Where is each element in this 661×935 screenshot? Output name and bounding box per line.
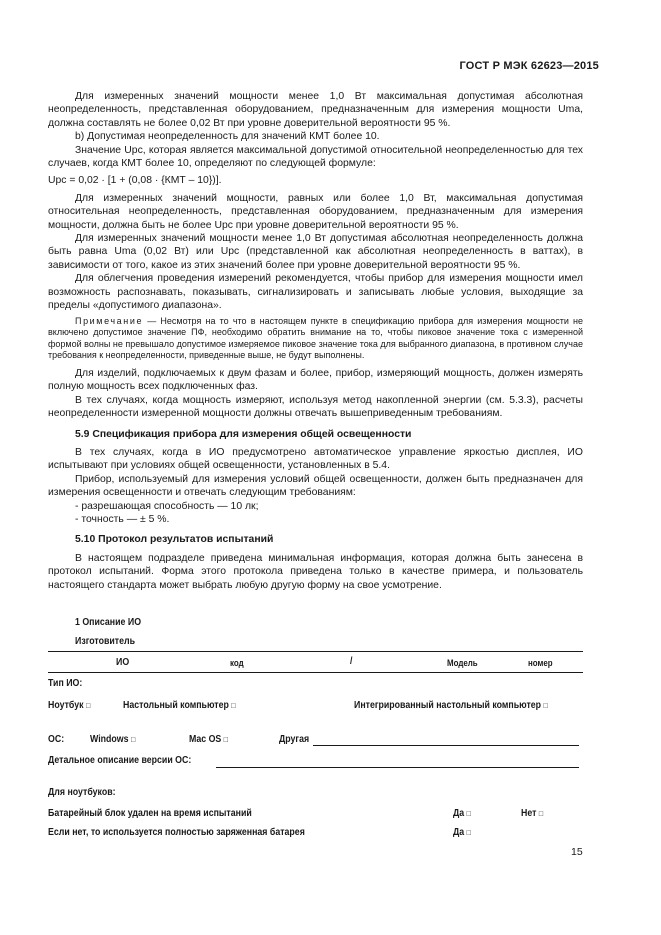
battery-removed-yes[interactable]: Да □ bbox=[453, 808, 471, 819]
paragraph: Для измеренных значений мощности, равных или более 1,0 Вт, максимальная допустимая относительная неопределенность, представленная оборудованием, предназначенным для измерения мощности, должна быть не более Upc при уровне доверительной вероятности 95 %. bbox=[48, 192, 583, 231]
manufacturer-label: Изготовитель bbox=[75, 636, 136, 647]
form-rule bbox=[48, 672, 583, 673]
col-number: номер bbox=[528, 658, 553, 668]
paragraph: b) Допустимая неопределенность для значений КМТ более 10. bbox=[75, 131, 380, 143]
desktop-option[interactable]: Настольный компьютер □ bbox=[123, 700, 236, 711]
type-label: Тип ИО: bbox=[48, 678, 83, 689]
paragraph: Для измеренных значений мощности менее 1,0 Вт допустимая абсолютная неопределенность должна быть равна Uma (0,02 Вт) или Upc (представленной как абсолютная неопределенность в ваттах), в зависимости от того, какое из этих значений более при уровне доверительной вероятности 95 %. bbox=[48, 233, 583, 271]
other-os-field[interactable] bbox=[313, 745, 579, 746]
os-detail-field[interactable] bbox=[216, 767, 579, 768]
form-rule bbox=[48, 651, 583, 652]
checkbox-icon[interactable]: □ bbox=[223, 735, 228, 744]
paragraph: Для изделий, подключаемых к двум фазам и более, прибор, измеряющий мощность, должен измерять полную мощность всех подключенных фаз. bbox=[48, 367, 583, 393]
form-section-title: 1 Описание ИО bbox=[75, 617, 142, 628]
checkbox-icon[interactable]: □ bbox=[538, 809, 544, 818]
battery-removed-label: Батарейный блок удален на время испытаний bbox=[48, 808, 252, 819]
note-label: Примечание bbox=[75, 315, 144, 326]
section-heading: 5.10 Протокол результатов испытаний bbox=[75, 534, 274, 546]
note-text: — Несмотря на то что в настоящем пункте в спецификацию прибора для измерения мощности не включено допустимое значение ПФ, необходимо обратить внимание на то, чтобы пиковое значение тока с измеренной формой волны не превышало допустимое измеряемое пиковое значение тока для выбранного диапазона, в противном случае требования к неопределенности, приведенные выше, не будут выполнены. bbox=[48, 315, 583, 361]
section-heading: 5.9 Спецификация прибора для измерения общей освещенности bbox=[75, 428, 412, 440]
paragraph: В тех случаях, когда в ИО предусмотрено автоматическое управление яркостью дисплея, ИО испытывают при условиях общей освещенности, установленных в 5.4. bbox=[48, 446, 583, 472]
list-item: - разрешающая способность — 10 лк; bbox=[75, 500, 259, 512]
checkbox-icon[interactable]: □ bbox=[85, 701, 91, 710]
col-io: ИО bbox=[116, 657, 130, 668]
paragraph: Прибор, используемый для измерения условий общей освещенности, должен быть предназначен для измерения освещенности и отвечать следующим требованиям: bbox=[48, 473, 583, 499]
checkbox-icon[interactable]: □ bbox=[466, 828, 471, 837]
paragraph: Значение Upc, которая является максимальной допустимой относительной неопределенностью для тех случаев, когда КМТ более 10, определяют по следующей формуле: bbox=[48, 144, 583, 170]
battery-charged-label: Если нет, то используется полностью заряженная батарея bbox=[48, 827, 305, 838]
battery-removed-no[interactable]: Нет □ bbox=[521, 808, 544, 819]
integrated-option[interactable]: Интегрированный настольный компьютер □ bbox=[354, 700, 548, 711]
macos-option[interactable]: Mac OS □ bbox=[189, 734, 228, 745]
col-slash: / bbox=[350, 656, 353, 667]
windows-option[interactable]: Windows □ bbox=[90, 734, 136, 745]
list-item: - точность — ± 5 %. bbox=[75, 513, 170, 525]
checkbox-icon[interactable]: □ bbox=[130, 735, 136, 744]
col-model: Модель bbox=[447, 658, 478, 668]
paragraph: В настоящем подразделе приведена минимальная информация, которая должна быть занесена в протокол испытаний. Форма этого протокола приведена только в качестве примера, и пользователь настоящего стандарта может выбрать любую другую форму на свое усмотрение. bbox=[48, 552, 583, 591]
col-code: код bbox=[230, 658, 244, 668]
document-header: ГОСТ Р МЭК 62623—2015 bbox=[459, 60, 599, 72]
os-detail-label: Детальное описание версии ОС: bbox=[48, 755, 192, 766]
page-number: 15 bbox=[571, 846, 583, 858]
note bbox=[48, 316, 583, 362]
paragraph: В тех случаях, когда мощность измеряют, используя метод накопленной энергии (см. 5.3.3), расчеты неопределенности измеренной мощности должны отвечать вышеприведенным требованиям. bbox=[48, 394, 583, 420]
paragraph: Для облегчения проведения измерений рекомендуется, чтобы прибор для измерения мощности имел возможность распознавать, показывать, сигнализировать и записывать любые условия, выходящие за пределы «допустимого диапазона». bbox=[48, 273, 583, 312]
laptop-option[interactable]: Ноутбук □ bbox=[48, 700, 91, 711]
other-os-label: Другая bbox=[279, 734, 310, 745]
battery-charged-yes[interactable]: Да □ bbox=[453, 827, 471, 838]
formula: Upc = 0,02 · [1 + (0,08 · {КМТ – 10})]. bbox=[48, 175, 222, 187]
checkbox-icon[interactable]: □ bbox=[543, 701, 548, 710]
paragraph: Для измеренных значений мощности менее 1,0 Вт максимальная допустимая абсолютная неопределенность, представленная оборудованием, предназначенным для измерения мощности Uma, должна составлять не более 0,02 Вт при уровне доверительной вероятности 95 %. bbox=[48, 91, 583, 129]
os-label: ОС: bbox=[48, 734, 65, 745]
checkbox-icon[interactable]: □ bbox=[231, 701, 236, 710]
checkbox-icon[interactable]: □ bbox=[466, 809, 471, 818]
main-text bbox=[48, 90, 583, 592]
for-laptops-label: Для ноутбуков: bbox=[48, 787, 116, 798]
